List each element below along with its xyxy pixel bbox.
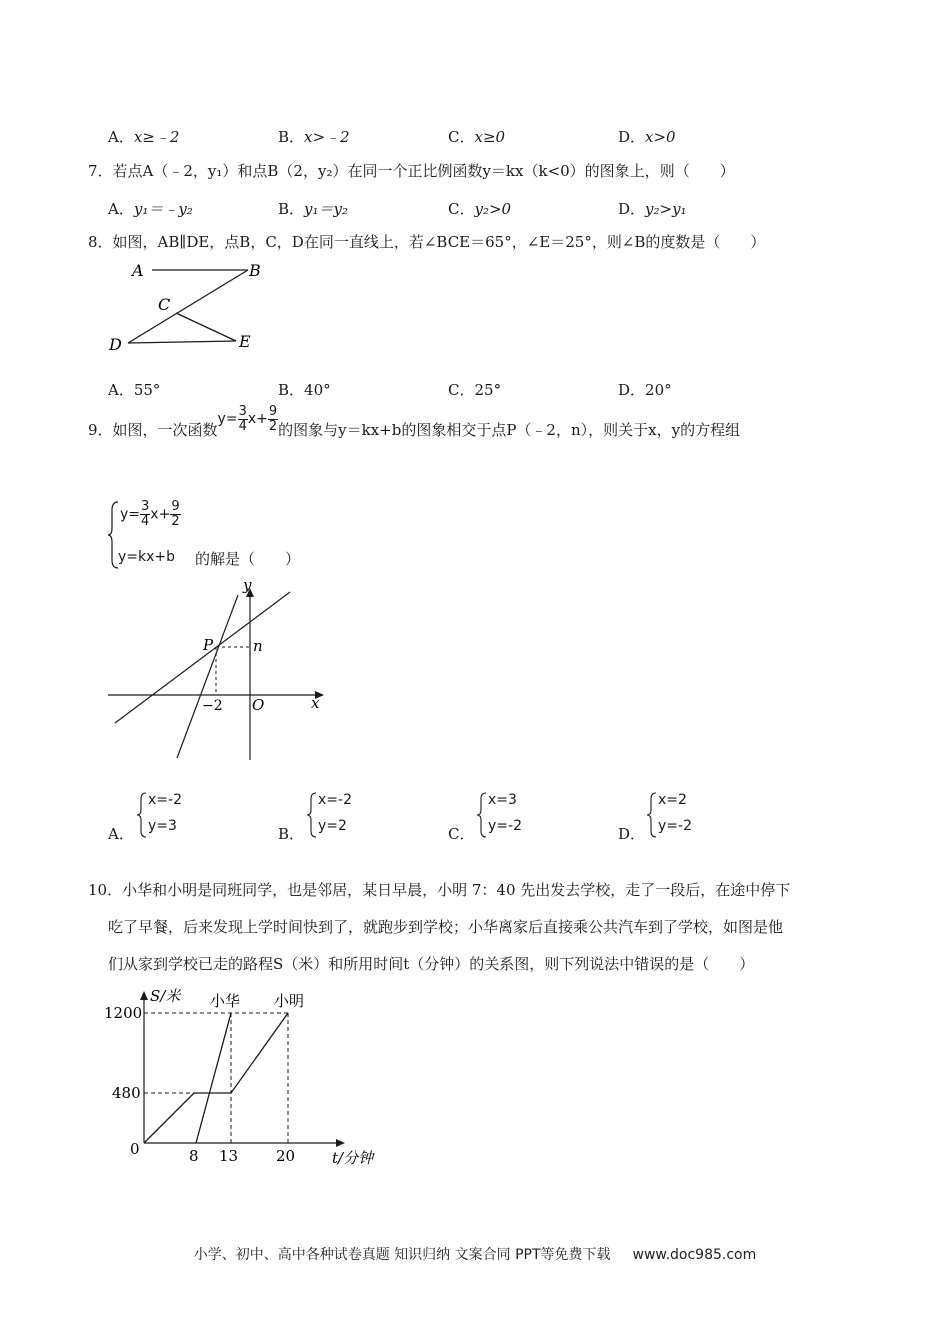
q7-option-d: D．y₂>y₁ xyxy=(618,200,687,218)
q6-option-a: A．x≥﹣2 xyxy=(108,128,180,146)
q8-line-de xyxy=(128,341,236,343)
q9-label-minus2: −2 xyxy=(202,698,223,714)
q8-option-c: C．25° xyxy=(448,381,502,399)
q8-figure xyxy=(100,258,270,358)
q8-label-a: A xyxy=(132,261,144,280)
q10-label-xiaohua: 小华 xyxy=(210,992,241,1010)
footer-url[interactable]: www.doc985.com xyxy=(632,1247,757,1263)
q9-figure xyxy=(100,575,340,765)
q7-option-a: A．y₁＝﹣y₂ xyxy=(108,200,193,218)
q10-x-arrow xyxy=(336,1139,345,1147)
q10-label-1200: 1200 xyxy=(104,1004,143,1022)
q9-option-b-brace xyxy=(307,792,317,838)
q8-option-b: B．40° xyxy=(278,381,331,399)
q9-function: y= $\frac{3}{4}$ x+ $\frac{9}{2}$ xyxy=(217,403,278,434)
q8-line-ce xyxy=(176,313,236,341)
q8-label-c: C xyxy=(158,295,171,314)
q9-system-line2: y=kx+b xyxy=(118,549,176,565)
q8-label-d: D xyxy=(109,335,122,354)
q10-y-arrow xyxy=(140,991,148,1000)
q9-label-x: x xyxy=(311,694,320,712)
q9-label-o: O xyxy=(252,696,265,714)
q9-option-c-brace xyxy=(477,792,487,838)
q10-label-xlabel: t/分钟 xyxy=(332,1149,374,1167)
q10-label-13: 13 xyxy=(219,1147,239,1165)
q10-label-xiaoming: 小明 xyxy=(274,992,305,1010)
q9-system-suffix: 的解是（ ） xyxy=(195,550,301,568)
q9-line-2 xyxy=(177,595,238,758)
q8-option-d: D．20° xyxy=(618,381,672,399)
q9-stem: 9．如图，一次函数y= $\frac{3}{4}$ x+ $\frac{9}{2}$ 的图象与y＝kx+b的图象相交于点P（﹣2，n），则关于x，y的方程组 xyxy=(88,403,741,439)
q10-label-origin: 0 xyxy=(130,1140,140,1158)
page-footer xyxy=(0,1244,950,1264)
q7-option-b: B．y₁＝y₂ xyxy=(278,200,349,218)
footer-text: 小学、初中、高中各种试卷真题 知识归纳 文案合同 PPT等免费下载 xyxy=(193,1247,611,1263)
q10-xiaoming-line xyxy=(144,1013,288,1143)
q10-label-ylabel: S/米 xyxy=(150,987,181,1005)
q10-xiaohua-line xyxy=(196,1013,231,1143)
q9-label-n: n xyxy=(253,637,263,655)
q9-option-d-brace xyxy=(647,792,657,838)
q6-option-d: D．x>0 xyxy=(618,128,676,146)
q8-option-a: A．55° xyxy=(108,381,161,399)
q10-line1: 10．小华和小明是同班同学，也是邻居，某日早晨，小明 7：40 先出发去学校，走了一段后，在途中停下 xyxy=(88,881,791,899)
q9-label-p: P xyxy=(203,636,214,654)
q9-system-line1: y= $\frac{3}{4}$ x+ $\frac{9}{2}$ xyxy=(120,499,180,529)
q10-label-20: 20 xyxy=(276,1147,296,1165)
q9-option-a-brace xyxy=(137,792,147,838)
q10-line2: 吃了早餐，后来发现上学时间快到了，就跑步到学校；小华离家后直接乘公共汽车到了学校，如图是他 xyxy=(108,918,784,936)
q8-line-bd xyxy=(128,270,248,343)
q8-stem: 8．如图，AB∥DE，点B，C，D在同一直线上，若∠BCE＝65°，∠E＝25°，则∠B的度数是（ ） xyxy=(88,233,766,251)
q8-label-e: E xyxy=(239,332,251,351)
q10-figure xyxy=(100,978,400,1168)
q10-line3: 们从家到学校已走的路程S（米）和所用时间t（分钟）的关系图，则下列说法中错误的是（ ） xyxy=(108,955,755,973)
q9-label-y: y xyxy=(243,576,252,594)
q8-label-b: B xyxy=(249,261,261,280)
q7-option-c: C．y₂>0 xyxy=(448,200,512,218)
q6-option-c: C．x≥0 xyxy=(448,128,506,146)
q10-label-8: 8 xyxy=(189,1147,199,1165)
q10-label-480: 480 xyxy=(112,1084,141,1102)
q7-stem: 7．若点A（﹣2，y₁）和点B（2，y₂）在同一个正比例函数y＝kx（k<0）的图象上，则（ ） xyxy=(88,162,735,180)
q6-option-b: B．x>﹣2 xyxy=(278,128,350,146)
